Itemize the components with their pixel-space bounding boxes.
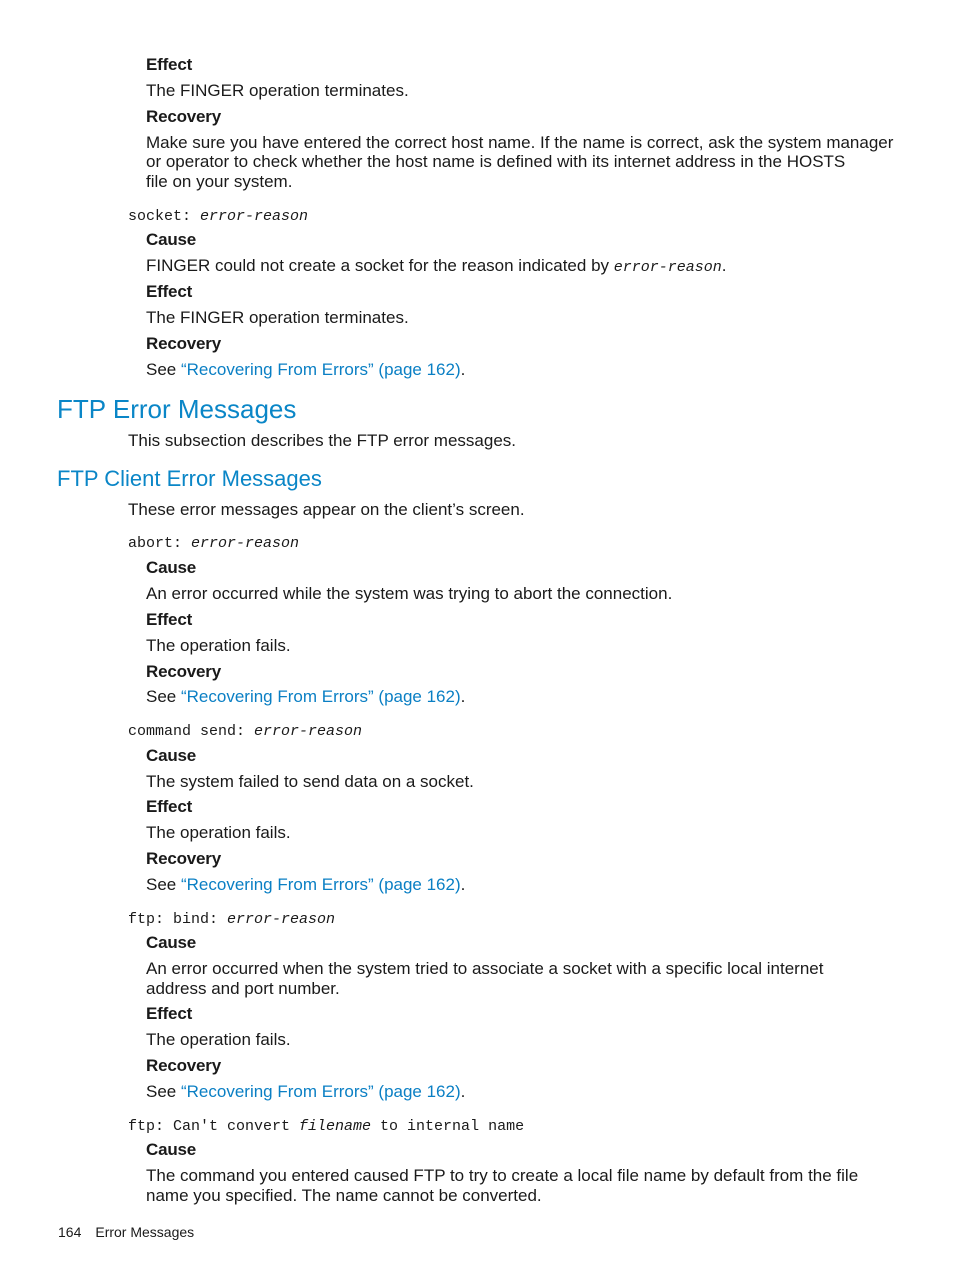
- recovery-label: Recovery: [146, 107, 221, 126]
- cause-text-line: An error occurred when the system tried to associate a socket with a specific local internet: [146, 959, 824, 978]
- code-prefix: ftp: bind:: [128, 911, 228, 928]
- see-text: See: [146, 875, 181, 894]
- code-variable: error-reason: [254, 723, 363, 740]
- cause-text: An error occurred while the system was trying to abort the connection.: [146, 584, 673, 603]
- cause-text-body: FINGER could not create a socket for the reason indicated by: [146, 256, 614, 275]
- code-suffix: to internal name: [371, 1118, 525, 1135]
- section-intro: This subsection describes the FTP error messages.: [128, 431, 517, 450]
- page-footer: [58, 1224, 194, 1240]
- recovery-text-line: file on your system.: [146, 172, 293, 191]
- recovery-label: Recovery: [146, 662, 221, 681]
- error-message-code: [128, 723, 362, 740]
- error-message-code: [128, 535, 299, 552]
- recovery-text: [146, 360, 465, 380]
- page-number: 164: [58, 1224, 82, 1240]
- recovery-text-line: Make sure you have entered the correct host name. If the name is correct, ask the system manager: [146, 133, 894, 152]
- effect-label: Effect: [146, 1004, 193, 1023]
- code-variable: error-reason: [227, 911, 336, 928]
- code-variable: filename: [299, 1118, 372, 1135]
- cause-text-line: name you specified. The name cannot be converted.: [146, 1186, 542, 1205]
- recovery-text: [146, 687, 465, 707]
- code-variable: error-reason: [191, 535, 300, 552]
- recovery-text: [146, 875, 465, 895]
- effect-label: Effect: [146, 282, 193, 301]
- period: .: [721, 256, 727, 275]
- code-prefix: command send:: [128, 723, 255, 740]
- code-prefix: abort:: [128, 535, 192, 552]
- cause-text-line: address and port number.: [146, 979, 340, 998]
- period: .: [460, 360, 466, 379]
- period: .: [460, 875, 466, 894]
- code-prefix: socket:: [128, 208, 201, 225]
- effect-label: Effect: [146, 610, 193, 629]
- recovery-label: Recovery: [146, 1056, 221, 1075]
- cause-label: Cause: [146, 230, 197, 249]
- effect-label: Effect: [146, 55, 193, 74]
- cause-label: Cause: [146, 933, 197, 952]
- recovery-text-line: or operator to check whether the host name is defined with its internet address in the HOSTS: [146, 152, 846, 171]
- see-text: See: [146, 1082, 181, 1101]
- recovering-from-errors-link[interactable]: “Recovering From Errors” (page 162): [180, 875, 461, 894]
- cause-text: The system failed to send data on a socket.: [146, 772, 474, 791]
- error-message-code: [128, 1118, 524, 1135]
- subsection-intro: These error messages appear on the client’s screen.: [128, 500, 525, 519]
- recovery-text: [146, 1082, 465, 1102]
- period: .: [460, 1082, 466, 1101]
- cause-label: Cause: [146, 1140, 197, 1159]
- footer-section-title: Error Messages: [95, 1224, 195, 1240]
- subsection-heading: FTP Client Error Messages: [57, 466, 322, 491]
- code-prefix: ftp: Can't convert: [128, 1118, 300, 1135]
- cause-text-line: The command you entered caused FTP to try to create a local file name by default from the file: [146, 1166, 859, 1185]
- code-variable: error-reason: [613, 259, 722, 276]
- period: .: [460, 687, 466, 706]
- effect-text: The operation fails.: [146, 823, 291, 842]
- recovering-from-errors-link[interactable]: “Recovering From Errors” (page 162): [180, 1082, 461, 1101]
- cause-text: [146, 256, 727, 278]
- recovering-from-errors-link[interactable]: “Recovering From Errors” (page 162): [180, 687, 461, 706]
- section-heading: FTP Error Messages: [57, 394, 297, 424]
- effect-text: The operation fails.: [146, 1030, 291, 1049]
- effect-label: Effect: [146, 797, 193, 816]
- cause-label: Cause: [146, 746, 197, 765]
- see-text: See: [146, 687, 181, 706]
- see-text: See: [146, 360, 181, 379]
- effect-text: The operation fails.: [146, 636, 291, 655]
- error-message-code: [128, 911, 335, 928]
- cause-label: Cause: [146, 558, 197, 577]
- effect-text: The FINGER operation terminates.: [146, 81, 409, 100]
- recovery-label: Recovery: [146, 849, 221, 868]
- recovering-from-errors-link[interactable]: “Recovering From Errors” (page 162): [180, 360, 461, 379]
- error-message-code: [128, 208, 308, 225]
- effect-text: The FINGER operation terminates.: [146, 308, 409, 327]
- code-variable: error-reason: [200, 208, 309, 225]
- recovery-label: Recovery: [146, 334, 221, 353]
